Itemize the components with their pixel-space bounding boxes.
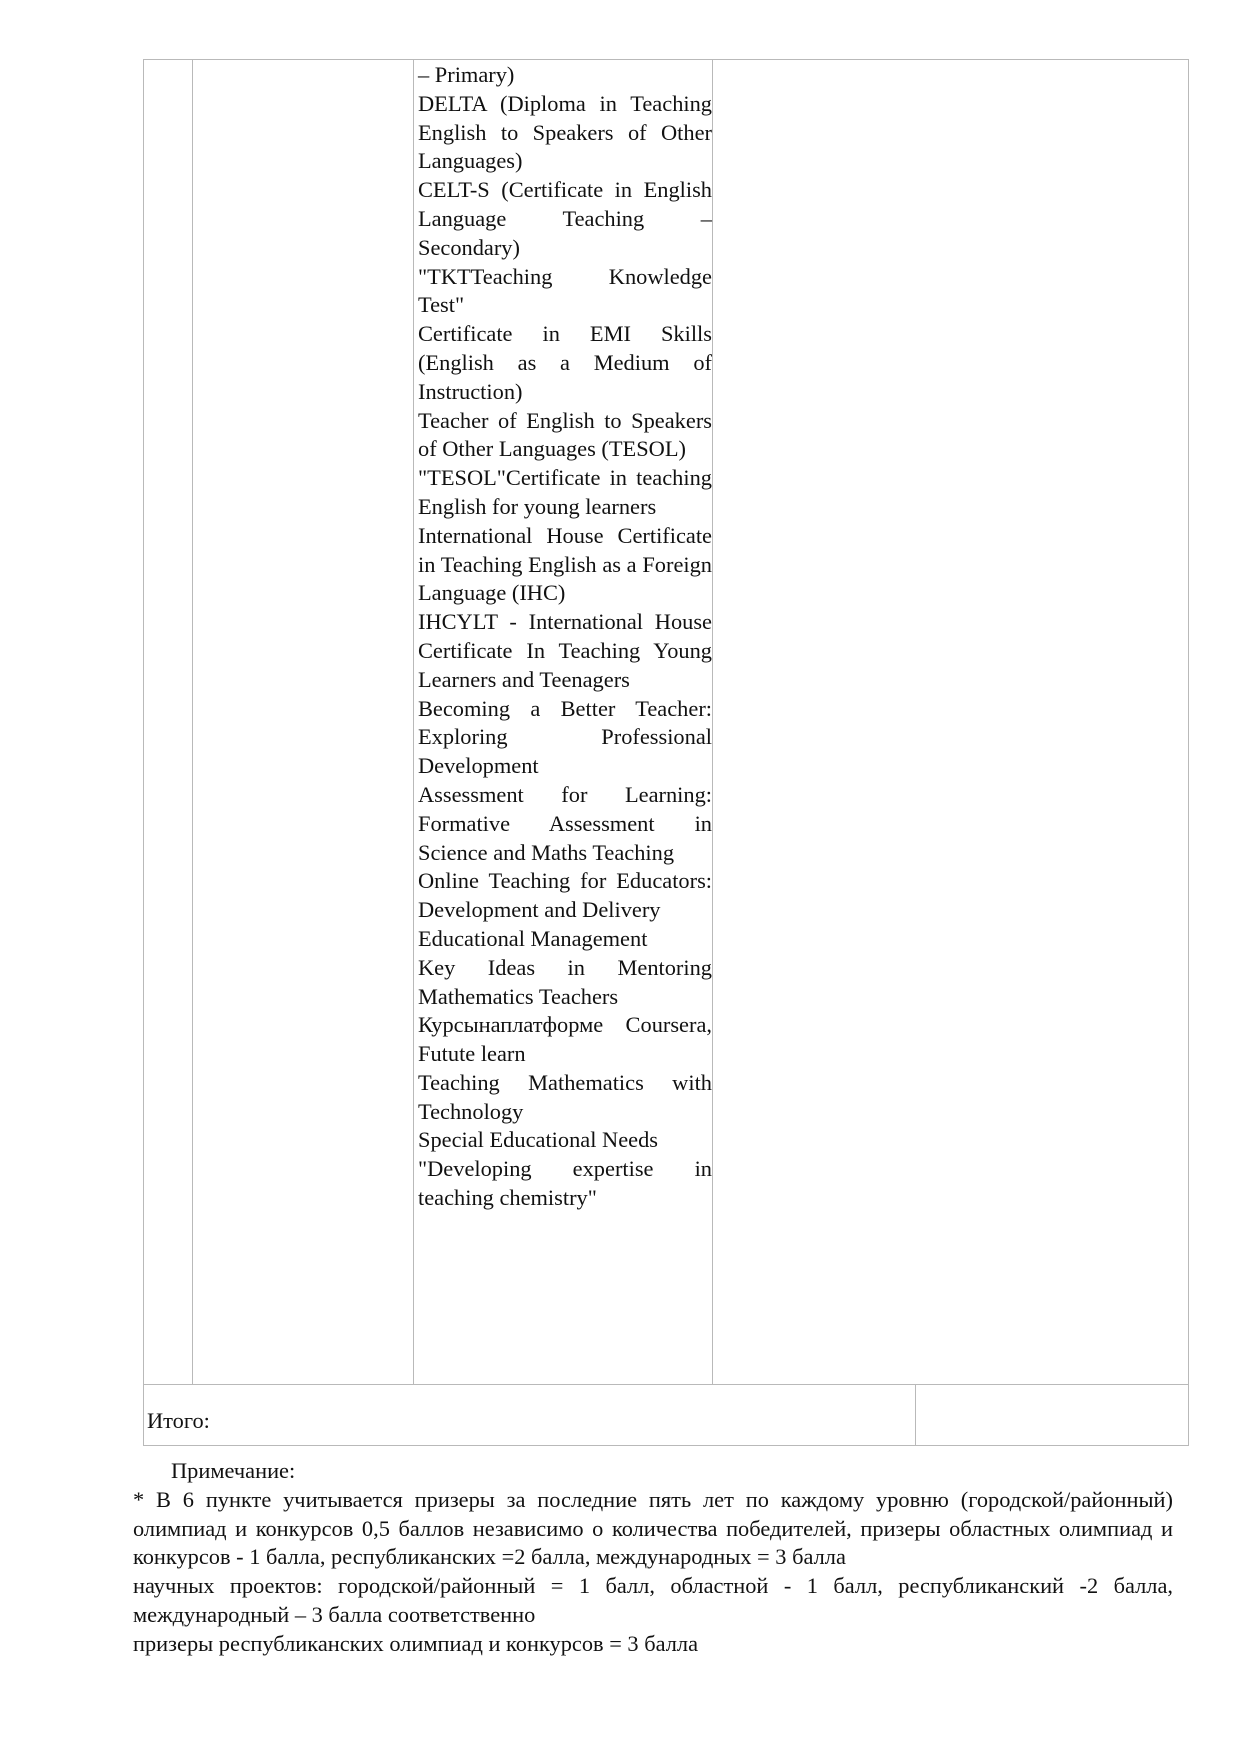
notes-heading: Примечание: (171, 1458, 296, 1483)
certificate-line: Курсынаплатформе Coursera, Futute learn (418, 1012, 712, 1067)
certificates-cell (418, 61, 712, 1213)
certificate-line: Certificate in EMI Skills (English as a Medium of Instruction) (418, 321, 712, 404)
certificate-line: Becoming a Better Teacher: Exploring Professional Development (418, 695, 712, 779)
certificate-line: DELTA (Diploma in Teaching English to Speakers of Other Languages) (418, 90, 712, 174)
table-column-divider (712, 59, 713, 1385)
certificate-line: – Primary) (418, 62, 515, 87)
table-column-divider (413, 59, 414, 1385)
certificate-line: "Developing expertise in teaching chemistry" (418, 1156, 712, 1211)
total-label: Итого: (147, 1408, 210, 1433)
notes-section (133, 1457, 1173, 1659)
table-column-divider (192, 59, 193, 1385)
certificate-line: CELT-S (Certificate in English Language Teaching – Secondary) (418, 177, 712, 260)
certificate-line: "TESOL"Certificate in teaching English for young learners (418, 465, 712, 519)
note-paragraph: научных проектов: городской/районный = 1 балл, областной - 1 балл, республиканский -2 балла, международный – 3 балла соответственно (133, 1573, 1173, 1627)
certificate-line: Key Ideas in Mentoring Mathematics Teachers (418, 954, 712, 1009)
certificate-line: Teaching Mathematics with Technology (418, 1069, 712, 1124)
note-paragraph: призеры республиканских олимпиад и конкурсов = 3 балла (133, 1630, 699, 1656)
certificate-line: Teacher of English to Speakers of Other Languages (TESOL) (418, 407, 712, 462)
table-column-divider (915, 1384, 916, 1446)
certificate-line: "TKTTeaching Knowledge Test" (418, 263, 712, 318)
certificate-line: IHCYLT - International House Certificate In Teaching Young Learners and Teenagers (418, 609, 712, 692)
certificate-line: Special Educational Needs (418, 1127, 658, 1153)
certificate-line: Assessment for Learning: Formative Assessment in Science and Maths Teaching (418, 781, 712, 865)
certificate-line: Educational Management (418, 925, 648, 951)
note-paragraph: * В 6 пункте учитывается призеры за последние пять лет по каждому уровню (городской/районный) олимпиад и конкурсов 0,5 баллов независимо о количества победителей, призеры областных олимпиад и конкурсов - 1 балла, республиканских =2 балла, международных = 3 балла (133, 1486, 1173, 1570)
certificate-line: International House Certificate in Teaching English as a Foreign Language (IHC) (418, 522, 712, 606)
table-row-total (143, 1384, 1189, 1446)
certificate-line: Online Teaching for Educators: Development and Delivery (418, 868, 712, 923)
